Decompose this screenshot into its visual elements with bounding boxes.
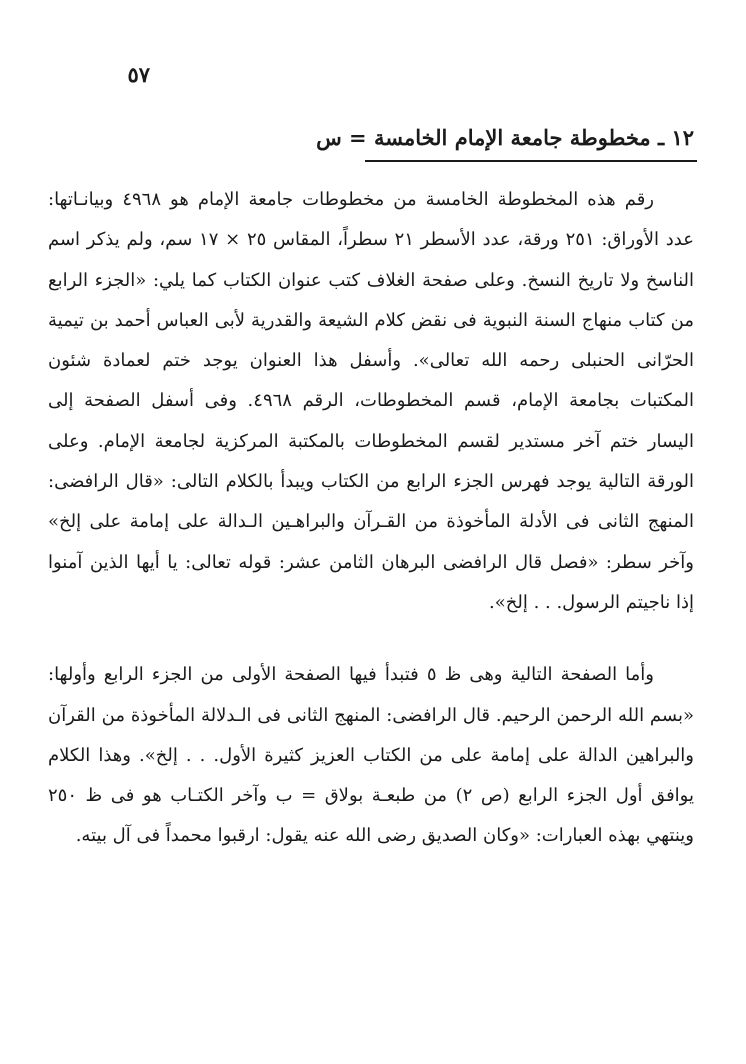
heading-underline bbox=[365, 160, 697, 162]
section-heading: ١٢ ـ مخطوطة جامعة الإمام الخامسة = س bbox=[316, 125, 694, 150]
paragraph-manuscript-description: رقم هذه المخطوطة الخامسة من مخطوطات جامعة الإمام هو ٤٩٦٨ وبيانـاتها: عدد الأوراق: ٢٥١ ورقة، عدد الأسطر ٢١ سطراً، المقاس ٢٥ × ١٧ سم، ولم يذكر اسم الناسخ ولا تاريخ النسخ. وعلى صفحة الغلاف كتب عنوان الكتاب كما يلي: «الجزء الرابع من كتاب منهاج السنة النبوية فى نقض كلام الشيعة والقدرية لأبى العباس أحمد بن تيمية الحرّانى الحنبلى رحمه الله تعالى». وأسفل هذا العنوان يوجد ختم لعمادة شئون المكتبات بجامعة الإمام، قسم المخطوطات، الرقم ٤٩٦٨. وفى أسفل الصفحة إلى اليسار ختم آخر مستدير لقسم المخطوطات بالمكتبة المركزية لجامعة الإمام. وعلى الورقة التالية يوجد فهرس الجزء الرابع من الكتاب ويبدأ بالكلام التالى: «قال الرافضى: المنهج الثانى فى الأدلة المأخوذة من القـرآن والبراهـين الـدالة على إمامة على إلخ» وآخر سطر: «فصل قال الرافضى البرهان الثامن عشر: قوله تعالى: يا أيها الذين آمنوا إذا ناجيتم الرسول. . . إلخ». bbox=[48, 189, 694, 613]
paragraph-first-page-description: وأما الصفحة التالية وهى ظ ٥ فتبدأ فيها الصفحة الأولى من الجزء الرابع وأولها: «بسم الله الرحمن الرحيم. قال الرافضى: المنهج الثانى فى الـدلالة المأخوذة من القرآن والبراهين الدالة على إمامة على من الكتاب العزيز كثيرة الأول. . . إلخ». وهذا الكلام يوافق أول الجزء الرابع (ص ٢) من طبعـة بولاق = ب وآخر الكتـاب هو فى ظ ٢٥٠ وينتهي بهذه العبارات: «وكان الصديق رضى الله عنه يقول: ارقبوا محمداً فى آل بيته. bbox=[48, 664, 694, 847]
body-text bbox=[48, 180, 694, 857]
page-number: ٥٧ bbox=[127, 62, 150, 87]
